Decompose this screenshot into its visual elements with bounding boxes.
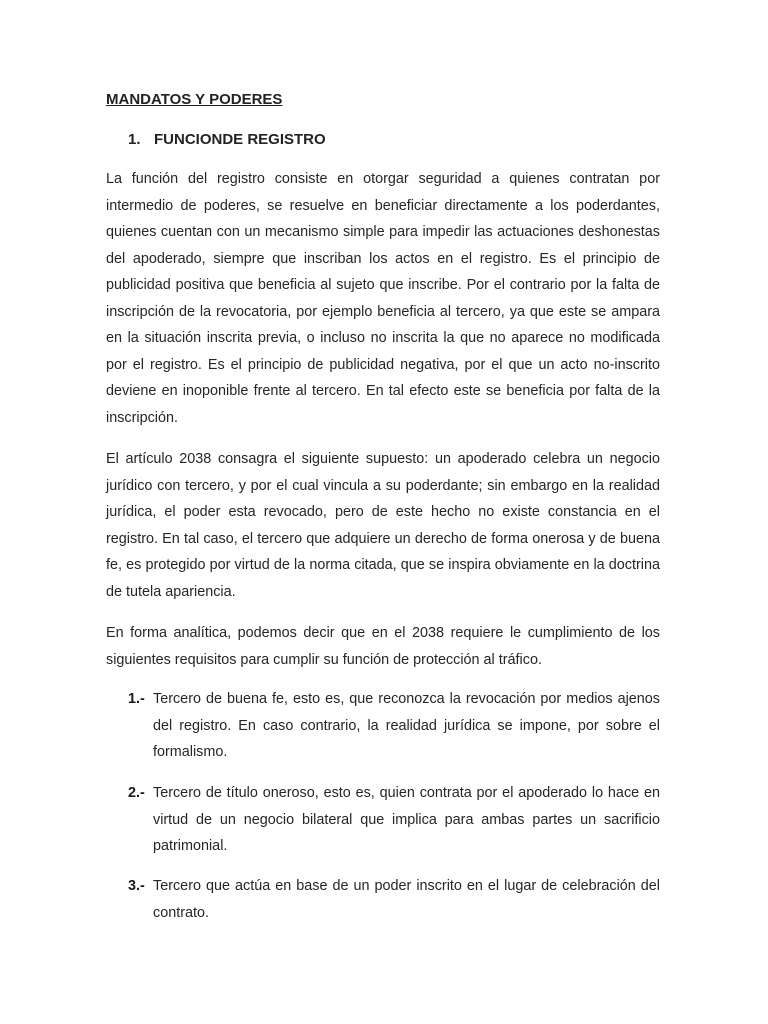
- section-heading: [128, 129, 326, 151]
- paragraph-article-2038: El artículo 2038 consagra el siguiente supuesto: un apoderado celebra un negocio jurídico con tercero, y por el cual vincula a su poderdante; sin embargo en la realidad jurídica, el poder esta revocado, pero de este hecho no existe constancia en el registro. En tal caso, el tercero que adquiere un derecho de forma onerosa y de buena fe, es protegido por virtud de la norma citada, que se inspira obviamente en la doctrina de tutela apariencia.: [106, 451, 660, 600]
- document-title: MANDATOS Y PODERES: [106, 91, 283, 108]
- requirement-number: 2.-: [128, 785, 145, 801]
- requirement-number: 1.-: [128, 691, 145, 707]
- requirement-item: [128, 780, 660, 860]
- requirement-item: [128, 873, 660, 926]
- requirement-number: 3.-: [128, 878, 145, 894]
- requirement-item: [128, 686, 660, 766]
- requirement-text: Tercero de título oneroso, esto es, quien contrata por el apoderado lo hace en virtud de un negocio bilateral que implica para ambas partes un sacrificio patrimonial.: [153, 785, 660, 854]
- section-title: FUNCIONDE REGISTRO: [154, 131, 326, 148]
- paragraph-registry-function: La función del registro consiste en otorgar seguridad a quienes contratan por intermedio de poderes, se resuelve en beneficiar directamente a los poderdantes, quienes cuentan con un mecanismo simple para impedir las actuaciones deshonestas del apoderado, siempre que inscriban los actos en el registro. Es el principio de publicidad positiva que beneficia al sujeto que inscribe. Por el contrario por la falta de inscripción de la revocatoria, por ejemplo beneficia al tercero, ya que este se ampara en la situación inscrita previa, o incluso no inscrita la que no aparece no modificada por el registro. Es el principio de publicidad negativa, por el que un acto no-inscrito deviene en inoponible frente al tercero. En tal efecto este se beneficia por falta de la inscripción.: [106, 171, 660, 426]
- requirement-text: Tercero de buena fe, esto es, que reconozca la revocación por medios ajenos del registro. En caso contrario, la realidad jurídica se impone, por sobre el formalismo.: [153, 691, 660, 760]
- requirement-text: Tercero que actúa en base de un poder inscrito en el lugar de celebración del contrato.: [153, 878, 660, 921]
- paragraph-requirements-intro: En forma analítica, podemos decir que en el 2038 requiere le cumplimiento de los siguientes requisitos para cumplir su función de protección al tráfico.: [106, 625, 660, 668]
- section-number: 1.: [128, 131, 141, 148]
